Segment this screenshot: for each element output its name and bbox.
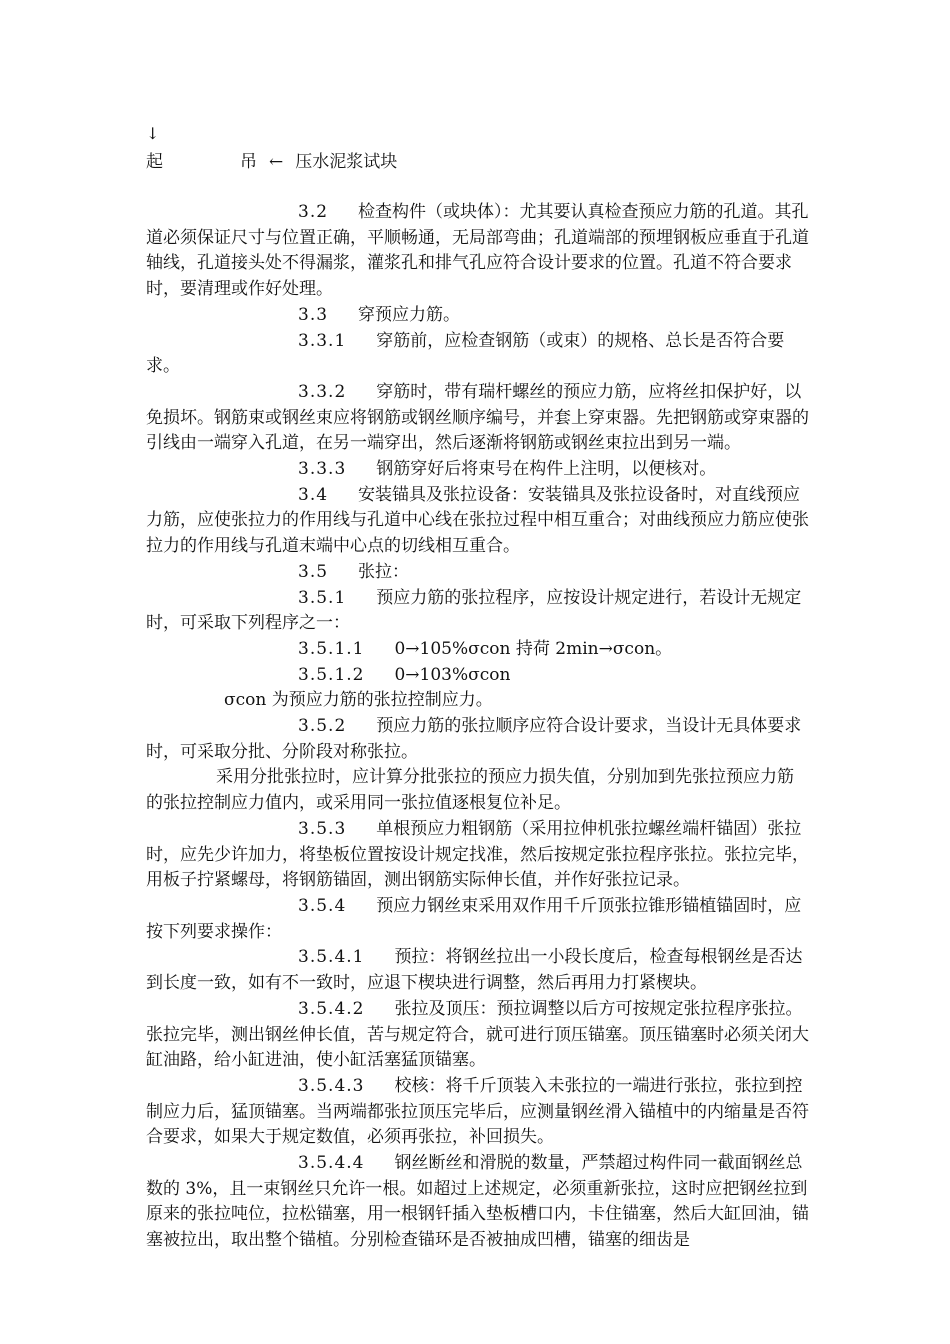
paragraph [146, 303, 810, 329]
paragraph [146, 997, 810, 1074]
document-body [146, 200, 810, 1254]
paragraph [146, 329, 810, 380]
paragraph [146, 714, 810, 765]
paragraph-text: 0→105%σcon 持荷 2min→σcon。 [394, 638, 673, 659]
section-number: 3.3 [298, 304, 329, 325]
paragraph-text: 安装锚具及张拉设备：安装锚具及张拉设备时，对直线预应力筋，应使张拉力的作用线与孔道中心线在张拉过程中相互重合；对曲线预应力筋应使张拉力的作用线与孔道末端中心点的切线相互重合。 [146, 484, 809, 557]
paragraph-text: 检查构件（或块体）：尤其要认真检查预应力筋的孔道。其孔道必须保证尺寸与位置正确，平顺畅通，无局部弯曲；孔道端部的预埋钢板应垂直于孔道轴线，孔道接头处不得漏浆，灌浆孔和排气孔应符合设计要求的位置。孔道不符合要求时，要清理或作好处理。 [146, 202, 809, 300]
paragraph [146, 765, 810, 816]
paragraph-text: 预拉：将钢丝拉出一小段长度后，检查每根钢丝是否达到长度一致，如有不一致时，应退下楔块进行调整，然后再用力打紧楔块。 [146, 947, 803, 994]
paragraph [146, 380, 810, 457]
paragraph-text: 穿筋前，应检查钢筋（或束）的规格、总长是否符合要求。 [146, 330, 785, 377]
paragraph [146, 560, 810, 586]
paragraph [146, 817, 810, 894]
paragraph [146, 637, 810, 663]
down-arrow-icon: ↓ [146, 124, 160, 143]
paragraph [146, 1151, 810, 1254]
paragraph-text: 单根预应力粗钢筋（采用拉伸机张拉螺丝端杆锚固）张拉时，应先少许加力，将垫板位置按设计规定找准，然后按规定张拉程序张拉。张拉完毕，用板子拧紧螺母，将钢筋锚固，测出钢筋实际伸长值，并作好张拉记录。 [146, 818, 809, 891]
section-number: 3.5.4.2 [298, 998, 365, 1019]
section-number: 3.5.3 [298, 818, 347, 839]
note-paragraph [146, 688, 810, 714]
paragraph-text: 预应力筋的张拉顺序应符合设计要求，当设计无具体要求时，可采取分批、分阶段对称张拉。 [146, 716, 802, 762]
section-number: 3.3.1 [298, 330, 347, 351]
section-number: 3.4 [298, 484, 329, 505]
section-number: 3.5.4.1 [298, 947, 365, 968]
section-number: 3.5.4.4 [298, 1153, 365, 1174]
paragraph [146, 894, 810, 945]
paragraph [146, 586, 810, 637]
flow-step-test: 压水泥浆试块 [295, 152, 398, 172]
paragraph [146, 945, 810, 996]
paragraph [146, 1074, 810, 1151]
paragraph-text: 穿筋时，带有瑞杆螺丝的预应力筋，应将丝扣保护好，以免损坏。钢筋束或钢丝束应将钢筋或钢丝顺序编号，并套上穿束器。先把钢筋或穿束器的引线由一端穿入孔道，在另一端穿出，然后逐渐将钢筋或钢丝束拉出到另一端。 [146, 381, 809, 454]
paragraph-text: 0→103%σcon [394, 664, 511, 685]
paragraph-text: 张拉： [358, 561, 410, 582]
paragraph-text: 钢丝断丝和滑脱的数量，严禁超过构件同一截面钢丝总数的 3%，且一束钢丝只允许一根。如超过上述规定，必须重新张拉，这时应把钢丝拉到原来的张拉吨位，拉松锚塞，用一根钢钎插入垫板槽口内，卡住锚塞，然后大缸回油，锚塞被拉出，取出整个锚植。分别检查锚环是否被抽成凹槽，锚塞的细齿是 [146, 1153, 809, 1251]
section-number: 3.2 [298, 202, 329, 222]
flow-step-lift: 吊 [240, 152, 257, 172]
section-number: 3.5.4 [298, 895, 347, 916]
section-number: 3.5.1.1 [298, 638, 365, 659]
section-number: 3.3.2 [298, 381, 347, 402]
section-number: 3.5.4.3 [298, 1075, 365, 1096]
paragraph [146, 200, 810, 303]
section-number: 3.5.1 [298, 587, 347, 608]
section-number: 3.5 [298, 561, 329, 582]
paragraph [146, 457, 810, 483]
paragraph [146, 483, 810, 560]
paragraph-text: 预应力筋的张拉程序，应按设计规定进行，若设计无规定时，可采取下列程序之一： [146, 587, 802, 634]
process-flow-row [146, 150, 397, 174]
paragraph [146, 663, 810, 689]
flow-step-start: 起 [146, 152, 163, 172]
paragraph-text: 校核：将千斤顶装入未张拉的一端进行张拉，张拉到控制应力后，猛顶锚塞。当两端都张拉顶压完毕后，应测量钢丝滑入锚植中的内缩量是否符合要求，如果大于规定数值，必须再张拉，补回损失。 [146, 1075, 809, 1148]
section-number: 3.5.1.2 [298, 664, 365, 685]
left-arrow-icon: ← [269, 152, 284, 172]
paragraph-text: σcon 为预应力筋的张拉控制应力。 [224, 690, 493, 711]
paragraph-text: 钢筋穿好后将束号在构件上注明，以便核对。 [376, 459, 717, 480]
paragraph-text: 采用分批张拉时，应计算分批张拉的预应力损失值，分别加到先张拉预应力筋的张拉控制应力值内，或采用同一张拉值逐根复位补足。 [146, 767, 794, 814]
paragraph-text: 预应力钢丝束采用双作用千斤顶张拉锥形锚植锚固时，应按下列要求操作： [146, 895, 802, 942]
section-number: 3.3.3 [298, 459, 347, 480]
paragraph-text: 穿预应力筋。 [358, 304, 461, 325]
section-number: 3.5.2 [298, 716, 347, 737]
paragraph-text: 张拉及顶压：预拉调整以后方可按规定张拉程序张拉。张拉完毕，测出钢丝伸长值，苦与规定符合，就可进行顶压锚塞。顶压锚塞时必须关闭大缸油路，给小缸进油，使小缸活塞猛顶锚塞。 [146, 998, 809, 1071]
